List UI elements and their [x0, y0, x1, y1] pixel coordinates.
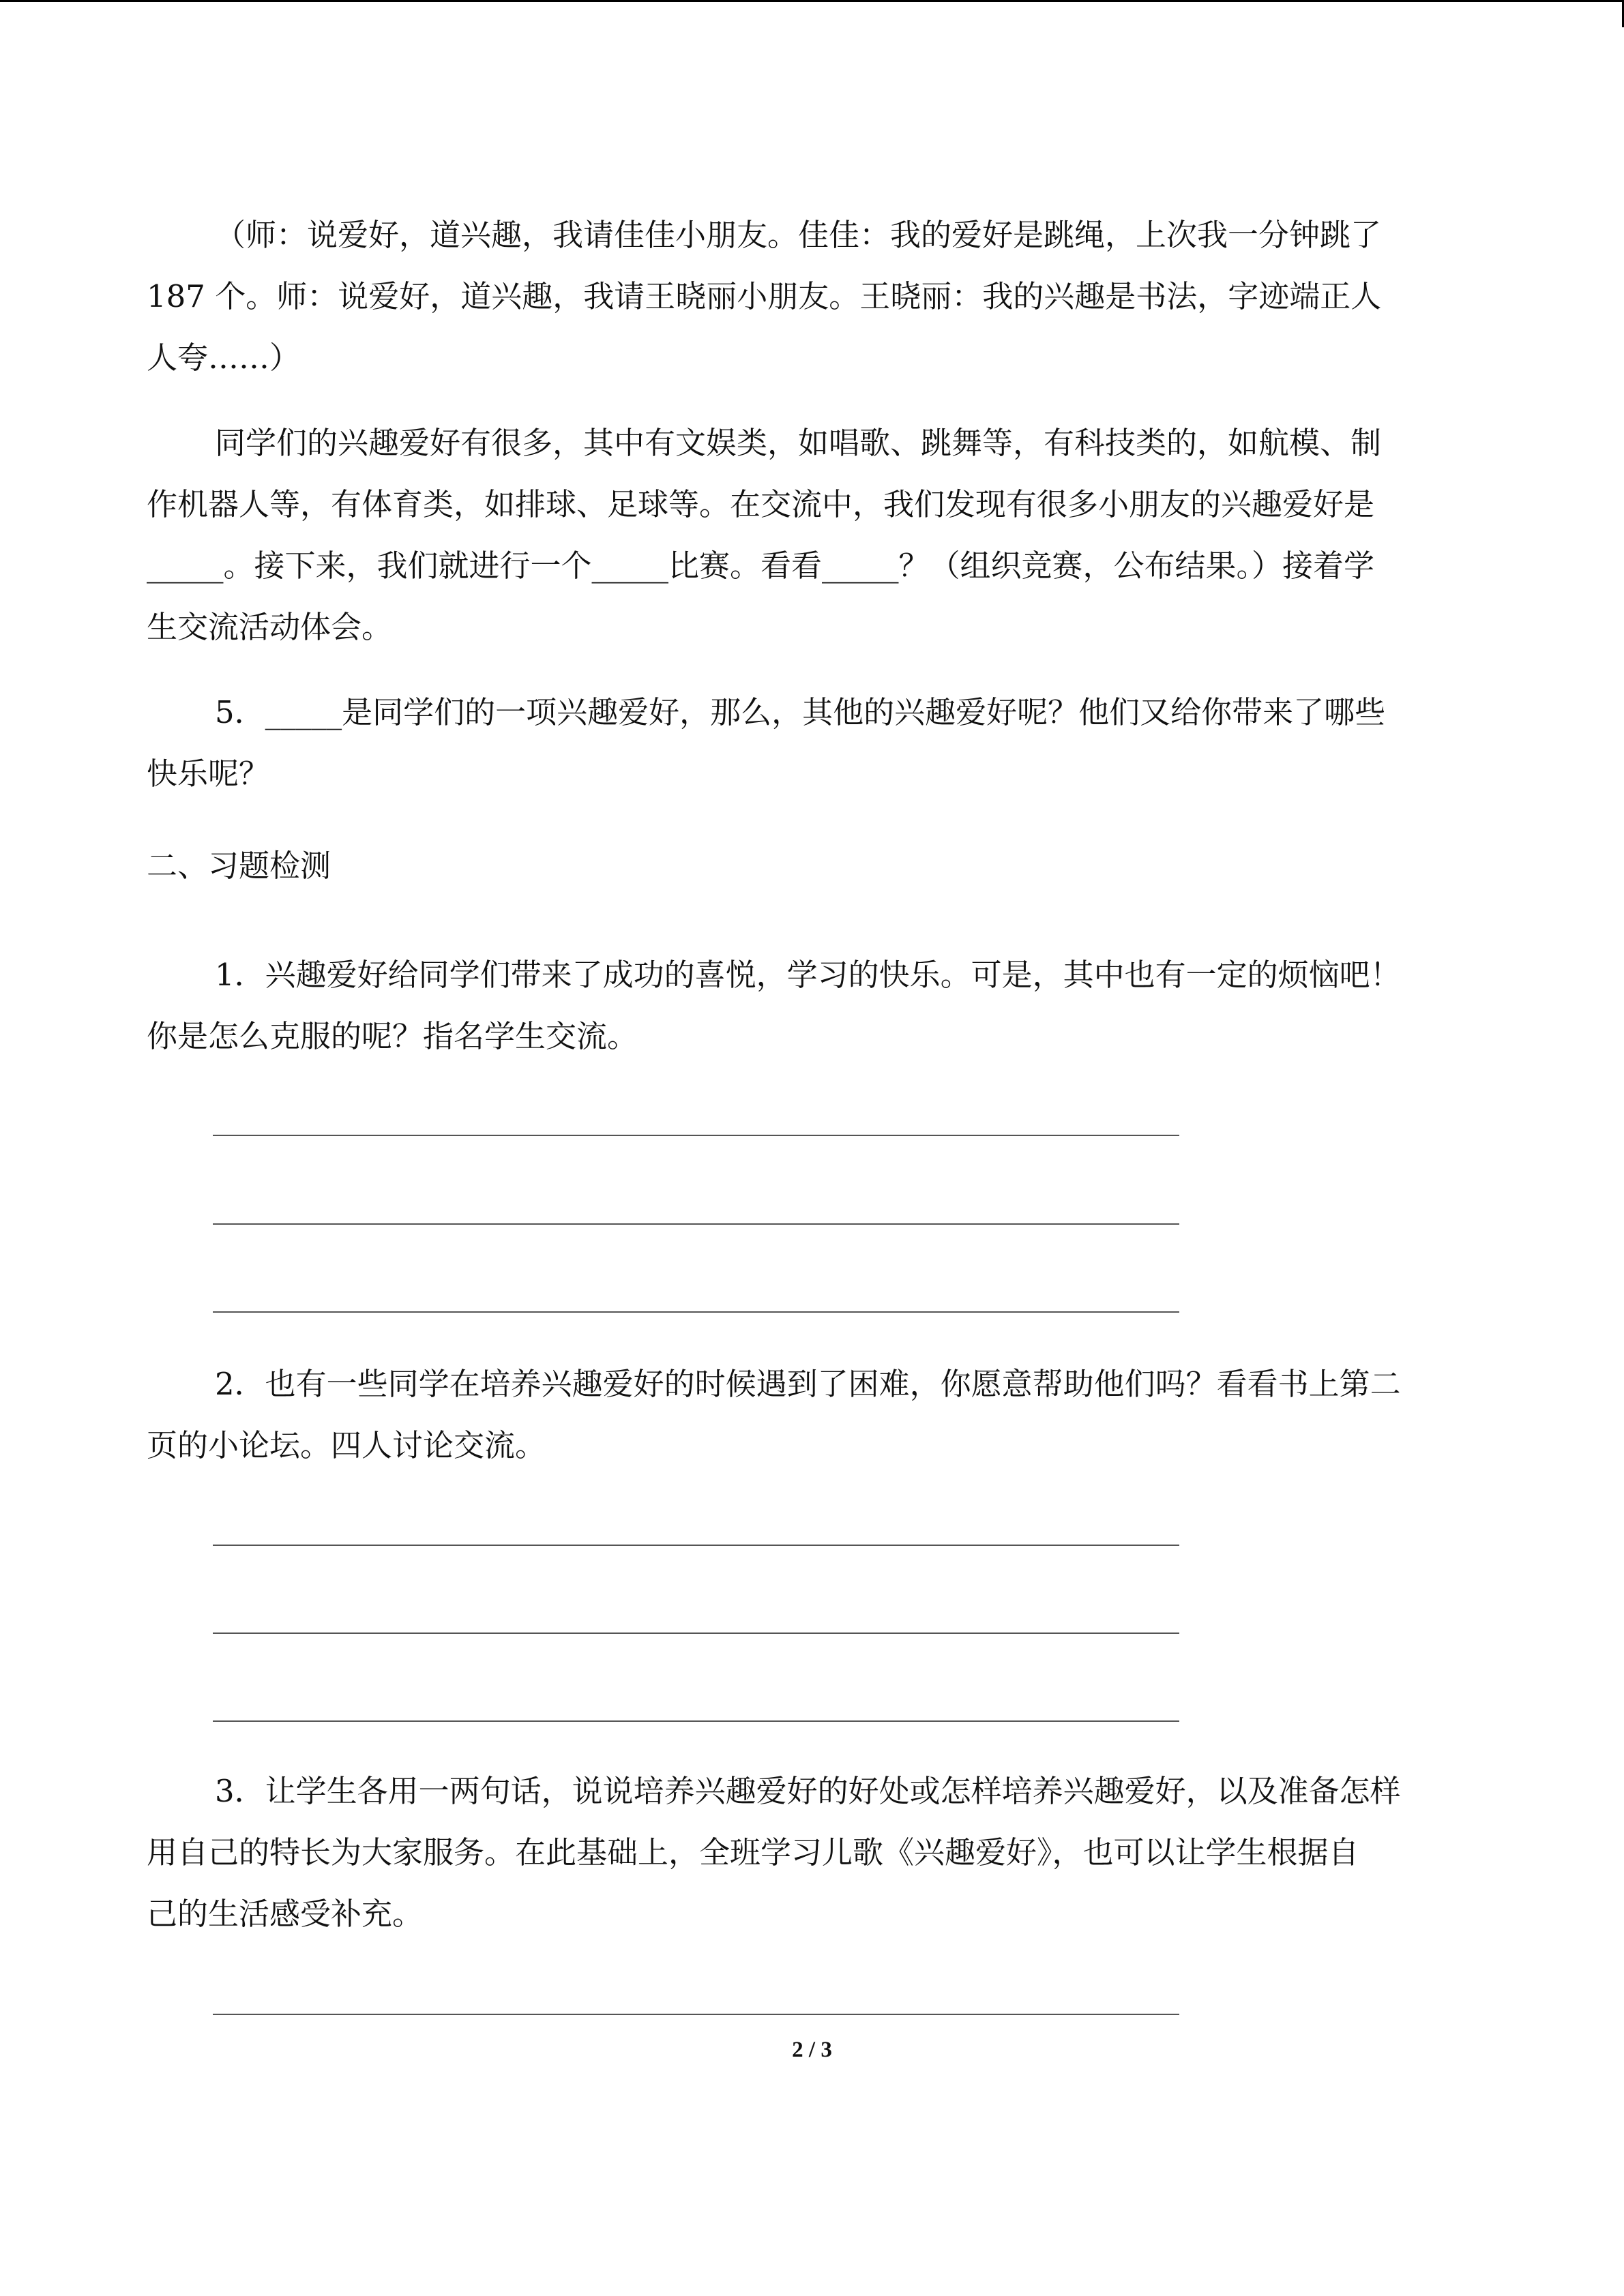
paragraph-line: 作机器人等，有体育类，如排球、足球等。在交流中，我们发现有很多小朋友的兴趣爱好是	[147, 486, 1375, 522]
exercise-line: 用自己的特长为大家服务。在此基础上，全班学习儿歌《兴趣爱好》，也可以让学生根据自	[147, 1834, 1359, 1870]
teacher-dialogue-paragraph	[147, 205, 1477, 389]
answer-line	[213, 1720, 1179, 1722]
top-border-line	[0, 0, 1624, 2]
answer-line	[213, 1545, 1179, 1546]
hobbies-paragraph	[147, 413, 1477, 658]
exercise-2	[147, 1354, 1477, 1476]
paragraph-line: 同学们的兴趣爱好有很多，其中有文娱类，如唱歌、跳舞等，有科技类的，如航模、制	[215, 425, 1382, 461]
exercise-line: 3．让学生各用一两句话，说说培养兴趣爱好的好处或怎样培养兴趣爱好，以及准备怎样	[215, 1773, 1401, 1809]
section-heading: 二、习题检测	[147, 848, 331, 884]
paragraph-line: 快乐呢？	[147, 756, 270, 792]
answer-line	[213, 2014, 1179, 2015]
exercise-1	[147, 944, 1477, 1067]
paragraph-line: 人夸……）	[147, 340, 301, 376]
paragraph-line: 187 个。师：说爱好，道兴趣，我请王晓丽小朋友。王晓丽：我的兴趣是书法，字迹端正人	[147, 278, 1382, 314]
paragraph-line: _____。接下来，我们就进行一个_____比赛。看看_____？（组织竞赛，公布结果。）接着学	[147, 548, 1375, 584]
exercise-line: 你是怎么克服的呢？指名学生交流。	[147, 1018, 638, 1054]
answer-line	[213, 1223, 1179, 1225]
page-number: 2 / 3	[792, 2038, 832, 2062]
exercise-line: 页的小论坛。四人讨论交流。	[147, 1427, 546, 1463]
exercise-line: 己的生活感受补充。	[147, 1896, 424, 1932]
answer-line	[213, 1632, 1179, 1634]
paragraph-line: （师：说爱好，道兴趣，我请佳佳小朋友。佳佳：我的爱好是跳绳，上次我一分钟跳了	[215, 217, 1382, 253]
exercise-line: 1．兴趣爱好给同学们带来了成功的喜悦，学习的快乐。可是，其中也有一定的烦恼吧！	[215, 957, 1401, 993]
paragraph-line: 5．_____是同学们的一项兴趣爱好，那么，其他的兴趣爱好呢？他们又给你带来了哪些	[215, 694, 1386, 730]
exercise-line: 2．也有一些同学在培养兴趣爱好的时候遇到了困难，你愿意帮助他们吗？看看书上第二	[215, 1366, 1401, 1402]
answer-line	[213, 1135, 1179, 1136]
exercise-3	[147, 1761, 1477, 1945]
paragraph-line: 生交流活动体会。	[147, 609, 393, 645]
item-5-paragraph	[147, 682, 1477, 805]
answer-line	[213, 1311, 1179, 1313]
